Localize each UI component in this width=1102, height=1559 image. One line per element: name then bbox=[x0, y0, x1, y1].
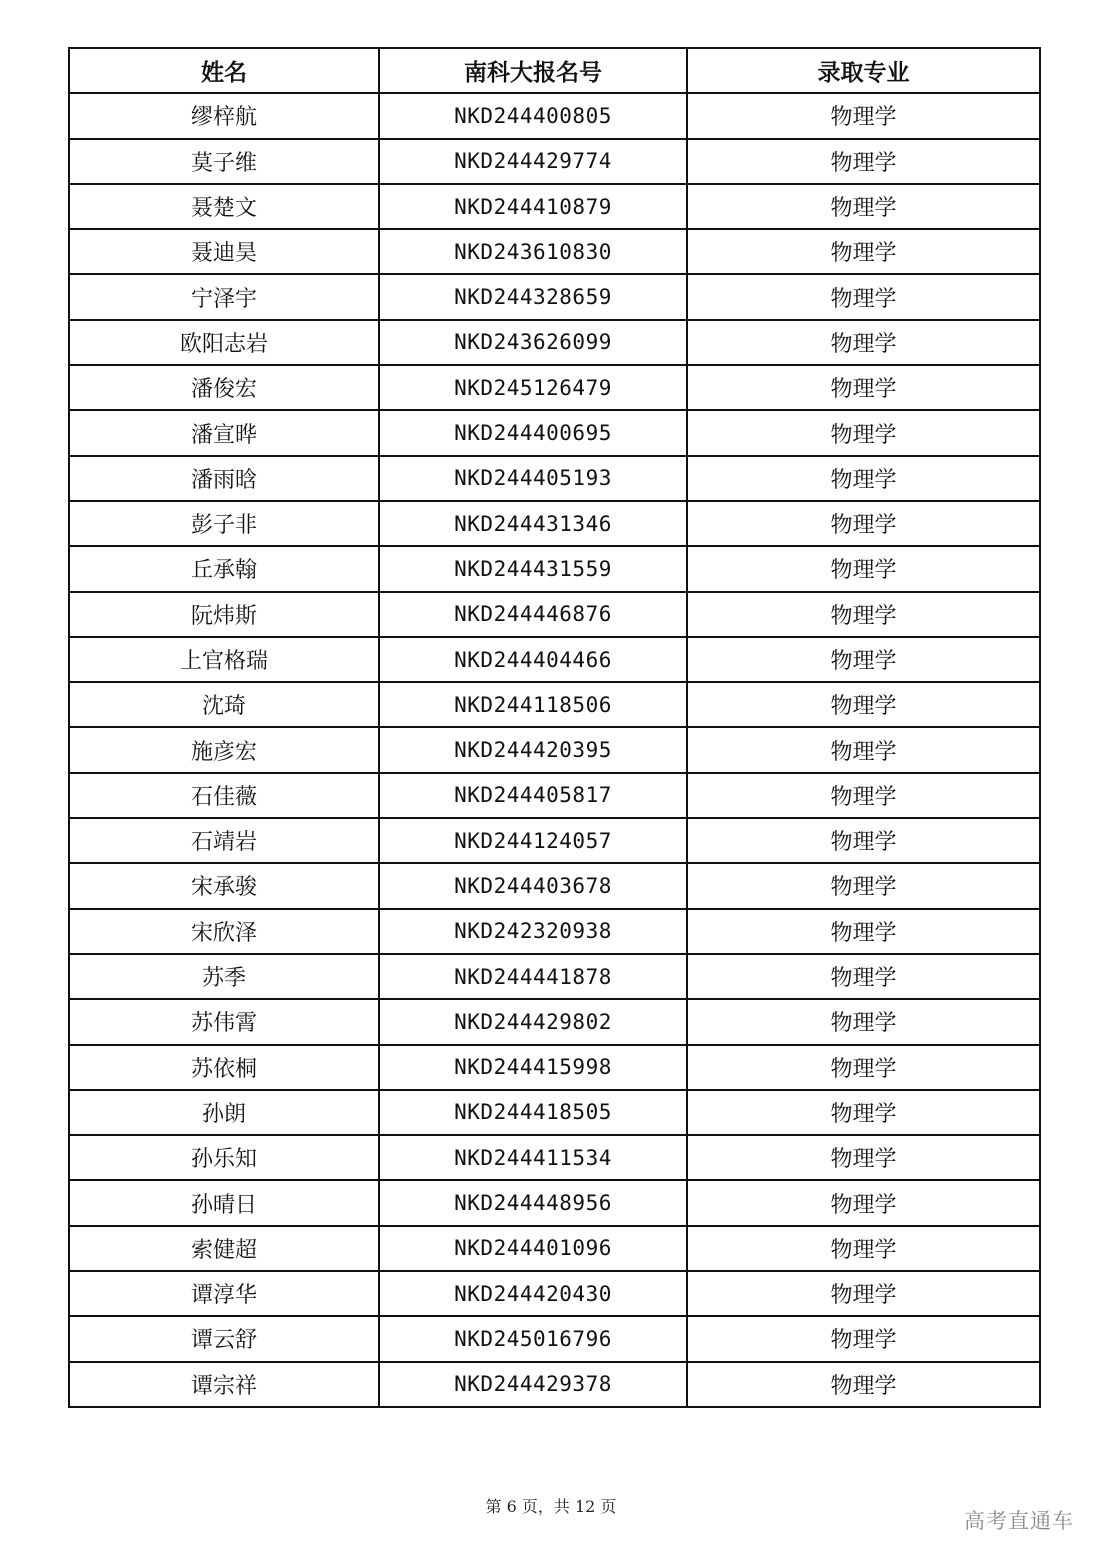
watermark-text: 高考直通车 bbox=[964, 1509, 1074, 1533]
cell-major: 物理学 bbox=[687, 1090, 1040, 1135]
cell-name: 宋承骏 bbox=[69, 863, 379, 908]
cell-name: 孙乐知 bbox=[69, 1135, 379, 1180]
cell-major: 物理学 bbox=[687, 1135, 1040, 1180]
cell-registration-number: NKD244446876 bbox=[379, 592, 687, 637]
table-row bbox=[69, 863, 1040, 908]
cell-name: 石佳薇 bbox=[69, 773, 379, 818]
cell-name: 欧阳志岩 bbox=[69, 320, 379, 365]
cell-registration-number: NKD244415998 bbox=[379, 1045, 687, 1090]
table-row bbox=[69, 1271, 1040, 1316]
cell-major: 物理学 bbox=[687, 1226, 1040, 1271]
cell-registration-number: NKD244429378 bbox=[379, 1362, 687, 1407]
table-row bbox=[69, 682, 1040, 727]
cell-name: 聂迪昊 bbox=[69, 229, 379, 274]
cell-name: 宋欣泽 bbox=[69, 909, 379, 954]
table-row bbox=[69, 818, 1040, 863]
cell-registration-number: NKD244441878 bbox=[379, 954, 687, 999]
table-row bbox=[69, 1226, 1040, 1271]
cell-registration-number: NKD244429802 bbox=[379, 999, 687, 1044]
cell-name: 聂楚文 bbox=[69, 184, 379, 229]
cell-major: 物理学 bbox=[687, 274, 1040, 319]
table-row bbox=[69, 1045, 1040, 1090]
cell-major: 物理学 bbox=[687, 954, 1040, 999]
cell-major: 物理学 bbox=[687, 410, 1040, 455]
table-row bbox=[69, 365, 1040, 410]
cell-registration-number: NKD244420395 bbox=[379, 727, 687, 772]
cell-name: 谭云舒 bbox=[69, 1316, 379, 1361]
table-row bbox=[69, 909, 1040, 954]
table-body bbox=[69, 93, 1040, 1407]
cell-major: 物理学 bbox=[687, 909, 1040, 954]
cell-major: 物理学 bbox=[687, 365, 1040, 410]
cell-registration-number: NKD244405193 bbox=[379, 456, 687, 501]
cell-registration-number: NKD244118506 bbox=[379, 682, 687, 727]
table-row bbox=[69, 320, 1040, 365]
cell-registration-number: NKD244410879 bbox=[379, 184, 687, 229]
cell-registration-number: NKD244400805 bbox=[379, 93, 687, 138]
cell-name: 莫子维 bbox=[69, 139, 379, 184]
cell-registration-number: NKD244448956 bbox=[379, 1180, 687, 1225]
cell-registration-number: NKD244401096 bbox=[379, 1226, 687, 1271]
cell-registration-number: NKD244420430 bbox=[379, 1271, 687, 1316]
cell-registration-number: NKD245126479 bbox=[379, 365, 687, 410]
cell-major: 物理学 bbox=[687, 501, 1040, 546]
cell-name: 苏季 bbox=[69, 954, 379, 999]
table-row bbox=[69, 229, 1040, 274]
cell-major: 物理学 bbox=[687, 1180, 1040, 1225]
cell-major: 物理学 bbox=[687, 818, 1040, 863]
cell-registration-number: NKD244411534 bbox=[379, 1135, 687, 1180]
table-row bbox=[69, 773, 1040, 818]
cell-major: 物理学 bbox=[687, 682, 1040, 727]
cell-name: 施彦宏 bbox=[69, 727, 379, 772]
cell-name: 苏依桐 bbox=[69, 1045, 379, 1090]
page-number: 第 6 页，共 12 页 bbox=[485, 1497, 617, 1516]
cell-major: 物理学 bbox=[687, 320, 1040, 365]
cell-name: 孙晴日 bbox=[69, 1180, 379, 1225]
cell-registration-number: NKD244404466 bbox=[379, 637, 687, 682]
cell-registration-number: NKD244418505 bbox=[379, 1090, 687, 1135]
cell-name: 丘承翰 bbox=[69, 546, 379, 591]
cell-registration-number: NKD245016796 bbox=[379, 1316, 687, 1361]
cell-name: 谭淳华 bbox=[69, 1271, 379, 1316]
cell-major: 物理学 bbox=[687, 184, 1040, 229]
cell-registration-number: NKD244405817 bbox=[379, 773, 687, 818]
cell-name: 谭宗祥 bbox=[69, 1362, 379, 1407]
cell-registration-number: NKD244403678 bbox=[379, 863, 687, 908]
cell-registration-number: NKD244431559 bbox=[379, 546, 687, 591]
cell-registration-number: NKD244431346 bbox=[379, 501, 687, 546]
table-row bbox=[69, 184, 1040, 229]
cell-name: 潘俊宏 bbox=[69, 365, 379, 410]
cell-major: 物理学 bbox=[687, 139, 1040, 184]
table-row bbox=[69, 501, 1040, 546]
table-row bbox=[69, 1180, 1040, 1225]
cell-major: 物理学 bbox=[687, 637, 1040, 682]
table-header-row bbox=[69, 48, 1040, 93]
cell-registration-number: NKD243610830 bbox=[379, 229, 687, 274]
table-row bbox=[69, 727, 1040, 772]
cell-name: 石靖岩 bbox=[69, 818, 379, 863]
table-row bbox=[69, 1135, 1040, 1180]
cell-name: 孙朗 bbox=[69, 1090, 379, 1135]
cell-major: 物理学 bbox=[687, 93, 1040, 138]
cell-major: 物理学 bbox=[687, 592, 1040, 637]
cell-name: 潘雨晗 bbox=[69, 456, 379, 501]
table-row bbox=[69, 410, 1040, 455]
table-row bbox=[69, 637, 1040, 682]
header-registration-number: 南科大报名号 bbox=[379, 48, 687, 93]
cell-name: 潘宣晔 bbox=[69, 410, 379, 455]
cell-name: 彭子非 bbox=[69, 501, 379, 546]
header-major: 录取专业 bbox=[687, 48, 1040, 93]
cell-major: 物理学 bbox=[687, 546, 1040, 591]
table-row bbox=[69, 954, 1040, 999]
table-row bbox=[69, 274, 1040, 319]
header-name: 姓名 bbox=[69, 48, 379, 93]
table-row bbox=[69, 1316, 1040, 1361]
table-row bbox=[69, 592, 1040, 637]
cell-name: 宁泽宇 bbox=[69, 274, 379, 319]
cell-registration-number: NKD244328659 bbox=[379, 274, 687, 319]
table-row bbox=[69, 1090, 1040, 1135]
cell-major: 物理学 bbox=[687, 1271, 1040, 1316]
table-row bbox=[69, 139, 1040, 184]
table-row bbox=[69, 999, 1040, 1044]
cell-registration-number: NKD243626099 bbox=[379, 320, 687, 365]
cell-major: 物理学 bbox=[687, 1316, 1040, 1361]
cell-name: 苏伟霄 bbox=[69, 999, 379, 1044]
cell-name: 沈琦 bbox=[69, 682, 379, 727]
cell-major: 物理学 bbox=[687, 1045, 1040, 1090]
cell-registration-number: NKD244400695 bbox=[379, 410, 687, 455]
cell-major: 物理学 bbox=[687, 229, 1040, 274]
cell-major: 物理学 bbox=[687, 727, 1040, 772]
table-row bbox=[69, 1362, 1040, 1407]
cell-major: 物理学 bbox=[687, 456, 1040, 501]
cell-name: 缪梓航 bbox=[69, 93, 379, 138]
cell-name: 索健超 bbox=[69, 1226, 379, 1271]
cell-registration-number: NKD244124057 bbox=[379, 818, 687, 863]
cell-major: 物理学 bbox=[687, 863, 1040, 908]
cell-major: 物理学 bbox=[687, 1362, 1040, 1407]
table-row bbox=[69, 456, 1040, 501]
cell-registration-number: NKD242320938 bbox=[379, 909, 687, 954]
admission-table bbox=[68, 47, 1041, 1408]
cell-name: 阮炜斯 bbox=[69, 592, 379, 637]
cell-registration-number: NKD244429774 bbox=[379, 139, 687, 184]
cell-major: 物理学 bbox=[687, 999, 1040, 1044]
cell-name: 上官格瑞 bbox=[69, 637, 379, 682]
table-row bbox=[69, 93, 1040, 138]
cell-major: 物理学 bbox=[687, 773, 1040, 818]
table-row bbox=[69, 546, 1040, 591]
